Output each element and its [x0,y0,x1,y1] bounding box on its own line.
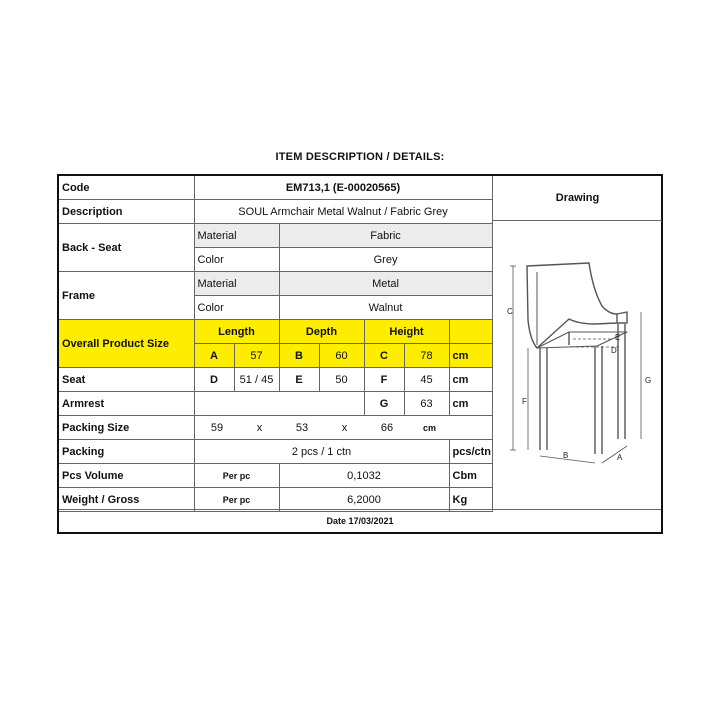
frame-color-label: Color [194,296,279,320]
dim-letter-f: F [522,397,527,406]
drawing-area [492,220,662,465]
packing-x1: x [256,421,263,434]
row-packing-size [59,416,492,440]
back-seat-label: Back - Seat [59,224,194,272]
value-d: 51 / 45 [234,368,279,392]
row-frame-material [59,272,492,296]
code-label: Code [59,176,194,200]
value-f: 45 [404,368,449,392]
spec-table [59,176,493,512]
row-code [59,176,492,200]
description-label: Description [59,200,194,224]
armchair-drawing [493,220,662,465]
packing-width: 53 [295,421,309,434]
packing-value: 2 pcs / 1 ctn [194,440,449,464]
packing-size-cell [194,416,492,440]
row-packing [59,440,492,464]
key-b: B [279,344,319,368]
overall-unit-blank [449,320,492,344]
overall-unit: cm [449,344,492,368]
depth-header: Depth [279,320,364,344]
chair-backrest-shape [527,263,617,348]
row-pcs-volume [59,464,492,488]
weight-per: Per pc [194,488,279,512]
packing-size-label: Packing Size [59,416,194,440]
weight-value: 6,2000 [279,488,449,512]
row-weight [59,488,492,512]
length-header: Length [194,320,279,344]
key-c: C [364,344,404,368]
overall-size-label: Overall Product Size [59,320,194,368]
frame-label: Frame [59,272,194,320]
packing-x2: x [341,421,348,434]
pcs-volume-per: Per pc [194,464,279,488]
row-armrest [59,392,492,416]
armrest-blank [194,392,364,416]
key-a: A [194,344,234,368]
packing-label: Packing [59,440,194,464]
weight-label: Weight / Gross [59,488,194,512]
weight-unit: Kg [449,488,492,512]
pcs-volume-label: Pcs Volume [59,464,194,488]
date-footer: Date 17/03/2021 [59,509,661,533]
value-a: 57 [234,344,279,368]
dim-letter-e: E [615,333,621,342]
dim-letter-d: D [611,346,617,355]
frame-color-value: Walnut [279,296,492,320]
value-g: 63 [404,392,449,416]
back-seat-color-label: Color [194,248,279,272]
back-seat-color-value: Grey [279,248,492,272]
value-e: 50 [319,368,364,392]
row-overall-headers [59,320,492,344]
seat-label: Seat [59,368,194,392]
packing-size-unit: cm [422,422,436,433]
page-title: ITEM DESCRIPTION / DETAILS: [275,151,445,163]
seat-unit: cm [449,368,492,392]
pcs-volume-value: 0,1032 [279,464,449,488]
key-f: F [364,368,404,392]
row-seat [59,368,492,392]
back-seat-material-value: Fabric [279,224,492,248]
key-g: G [364,392,404,416]
key-d: D [194,368,234,392]
code-value: EM713,1 (E-00020565) [194,176,492,200]
armrest-unit: cm [449,392,492,416]
pcs-volume-unit: Cbm [449,464,492,488]
frame-material-label: Material [194,272,279,296]
dim-letter-b: B [563,451,569,460]
armrest-label: Armrest [59,392,194,416]
description-value: SOUL Armchair Metal Walnut / Fabric Grey [194,200,492,224]
height-header: Height [364,320,449,344]
dim-letter-a: A [617,453,623,462]
value-c: 78 [404,344,449,368]
key-e: E [279,368,319,392]
packing-length: 59 [210,421,224,434]
row-back-seat-material [59,224,492,248]
packing-unit: pcs/ctn [449,440,492,464]
row-description [59,200,492,224]
frame-material-value: Metal [279,272,492,296]
dim-letter-c: C [507,307,513,316]
spec-sheet [57,174,663,534]
dim-letter-g: G [645,376,652,385]
drawing-header: Drawing [492,176,662,221]
back-seat-material-label: Material [194,224,279,248]
packing-height: 66 [380,421,394,434]
value-b: 60 [319,344,364,368]
